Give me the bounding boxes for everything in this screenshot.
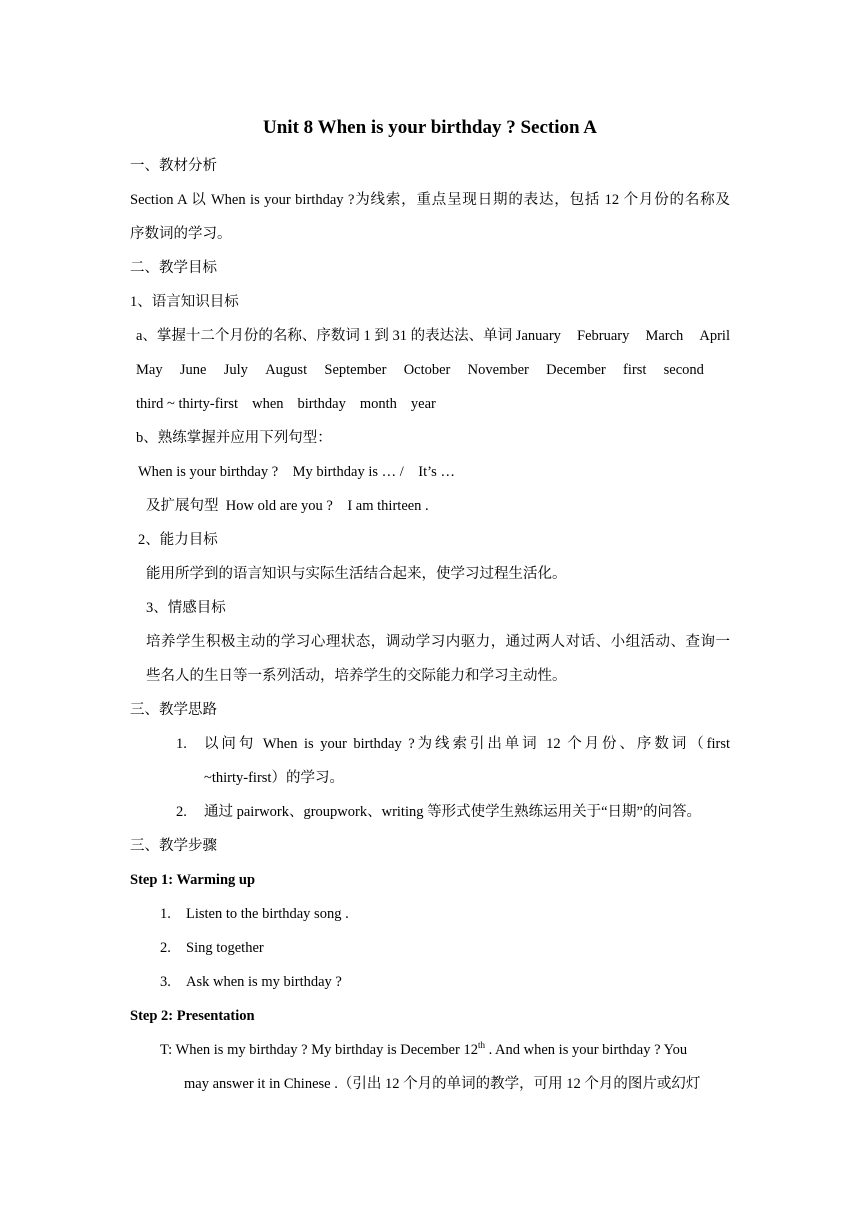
- subheading-language-goals: 1、语言知识目标: [130, 294, 239, 310]
- vocab-word: May: [136, 362, 163, 378]
- vocab-word: July: [223, 362, 248, 378]
- vocab-word: November: [467, 362, 529, 378]
- paragraph-line: 培养学生积极主动的学习心理状态，调动学习内驱力，通过两人对话、小组活动、查询一: [146, 634, 730, 650]
- vocab-word: April: [699, 328, 730, 344]
- list-number: 1.: [176, 736, 187, 752]
- vocab-word: month: [359, 396, 397, 412]
- section-heading-teaching-ideas: 三、教学思路: [130, 702, 217, 718]
- vocab-word: October: [403, 362, 451, 378]
- text-run: . And when is your birthday ? You: [484, 1042, 688, 1058]
- list-item-text: 以问句 When is your birthday ?为线索引出单词 12 个月份、序数词（first: [204, 736, 730, 752]
- vocab-line-3: [136, 394, 730, 414]
- vocab-word: August: [265, 362, 308, 378]
- step-heading: Step 1: Warming up: [130, 872, 256, 888]
- vocab-line-1: [136, 326, 730, 346]
- vocab-word: second: [663, 362, 704, 378]
- list-item-text: ~thirty-first）的学习。: [204, 770, 344, 786]
- list-item-text: Sing together: [186, 940, 264, 956]
- paragraph-line: 些名人的生日等一系列活动，培养学生的交际能力和学习主动性。: [146, 668, 567, 684]
- vocab-word: first: [623, 362, 647, 378]
- list-number: 2.: [160, 940, 171, 956]
- list-number: 2.: [176, 804, 187, 820]
- section-heading-teaching-goals: 二、教学目标: [130, 260, 217, 276]
- paragraph-line: may answer it in Chinese .（引出 12 个月的单词的教学，可用 12 个月的图片或幻灯: [184, 1076, 701, 1092]
- section-heading-textbook-analysis: 一、教材分析: [130, 158, 217, 174]
- vocab-line-2: [136, 360, 704, 380]
- superscript: th: [477, 1040, 485, 1051]
- step-heading: Step 2: Presentation: [130, 1008, 255, 1024]
- page-title: Unit 8 When is your birthday ? Section A: [263, 117, 597, 138]
- list-item-text: Listen to the birthday song .: [186, 906, 349, 922]
- subheading-emotional-goals: 3、情感目标: [146, 600, 226, 616]
- vocab-word: year: [410, 396, 436, 412]
- vocab-word: third ~ thirty-first: [136, 396, 239, 412]
- sentence-pattern: When is your birthday ? My birthday is … / It’s …: [138, 464, 455, 480]
- paragraph-line: 能用所学到的语言知识与实际生活结合起来，使学习过程生活化。: [146, 566, 567, 582]
- sentence-patterns-intro: b、熟练掌握并应用下列句型：: [136, 430, 332, 446]
- list-item-text: 通过 pairwork、groupwork、writing 等形式使学生熟练运用关于“日期”的问答。: [204, 804, 701, 820]
- vocab-word: March: [645, 328, 684, 344]
- vocab-word: September: [324, 362, 387, 378]
- list-number: 1.: [160, 906, 171, 922]
- extended-pattern: 及扩展句型 How old are you ? I am thirteen .: [146, 498, 429, 514]
- section-heading-teaching-steps: 三、教学步骤: [130, 838, 217, 854]
- vocab-word: June: [179, 362, 207, 378]
- paragraph-line: 序数词的学习。: [130, 226, 232, 242]
- text-run: T: When is my birthday ? My birthday is December 12: [160, 1042, 478, 1058]
- subheading-ability-goals: 2、能力目标: [138, 532, 218, 548]
- vocab-word: February: [577, 328, 630, 344]
- vocab-word: birthday: [297, 396, 346, 412]
- paragraph-line: [160, 1040, 687, 1060]
- vocab-word: when: [252, 396, 284, 412]
- paragraph-line: Section A 以 When is your birthday ?为线索，重点呈现日期的表达，包括 12 个月份的名称及: [130, 192, 730, 208]
- vocab-word: a、掌握十二个月份的名称、序数词 1 到 31 的表达法、单词 January: [136, 328, 561, 344]
- vocab-word: December: [546, 362, 606, 378]
- list-item-text: Ask when is my birthday ?: [186, 974, 342, 990]
- list-number: 3.: [160, 974, 171, 990]
